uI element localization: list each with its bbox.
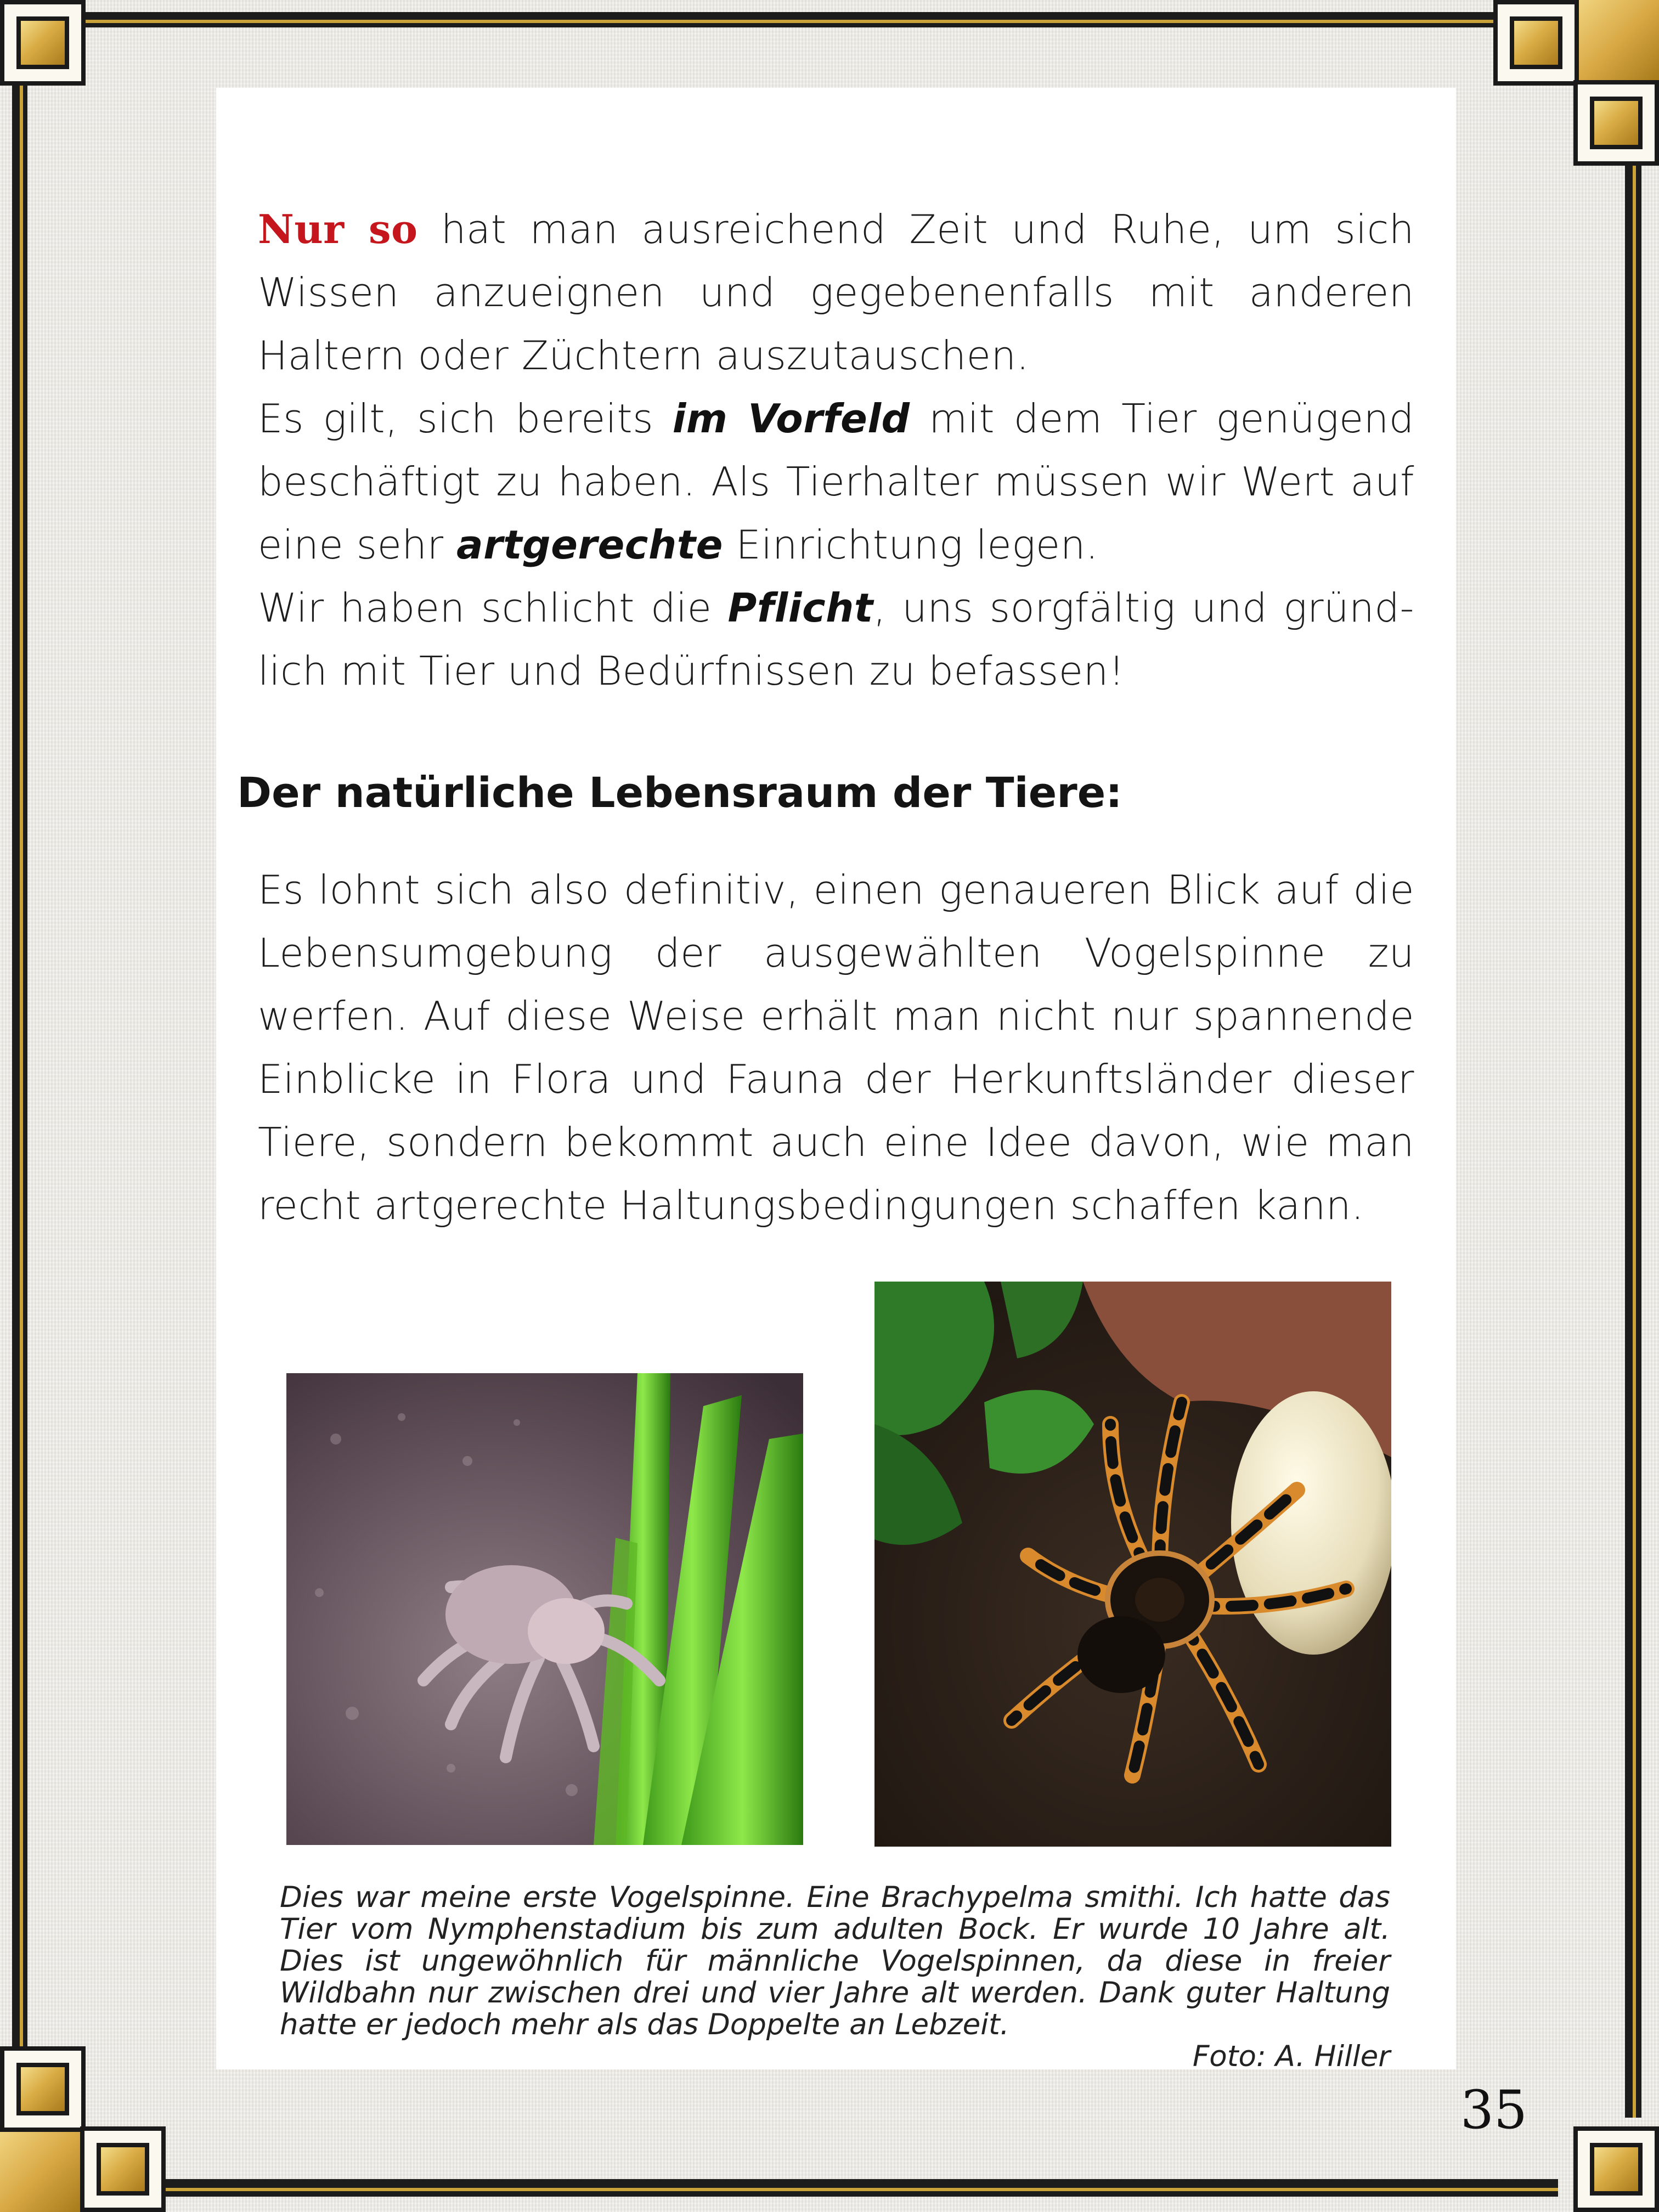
corner-top-right-gold: [1575, 0, 1659, 84]
photo-pale-tarantula-image: [286, 1373, 803, 1845]
frame-left-line-inner: [23, 82, 27, 2046]
corner-top-right-a: [1493, 0, 1579, 86]
corner-bottom-left-b: [80, 2126, 166, 2212]
intro-text-2e: Einrichtung legen.: [723, 522, 1099, 568]
frame-left-line: [12, 82, 20, 2046]
corner-bottom-left-gold: [0, 2128, 84, 2212]
intro-text-2a: Es gilt, sich bereits: [258, 396, 673, 442]
frame-top-line: [71, 12, 1498, 20]
emphasis-vorfeld: im Vorfeld: [672, 396, 910, 442]
corner-top-right-b: [1573, 80, 1659, 166]
photo-pale-tarantula: [286, 1373, 803, 1845]
photo-mexican-redknee-tarantula-image: [874, 1282, 1391, 1847]
intro-text-2c: mit dem Tier genügend beschäftigt zu haben. Als Tierhalter müssen wir Wert auf eine sehr: [258, 396, 1414, 568]
intro-text-3a: Wir haben schlicht die: [258, 585, 728, 631]
emphasis-pflicht: Pflicht: [727, 585, 873, 631]
intro-text-1: hat man ausreichend Zeit und Ruhe, um sich Wissen anzueignen und gegebenenfalls mit anderen Haltern oder Züchtern auszutauschen.: [258, 206, 1415, 379]
body-paragraph: Es lohnt sich also definitiv, einen genaueren Blick auf die Lebensumgebung der ausgewählten Vogelspinne zu werfen. Auf diese Weise erhält man nicht nur spannende Einblicke in Flora und Fauna der Herkunftsländer dieser Tiere, sondern bekommt auch eine Idee davon, wie man recht artgerechte Haltungsbedingungen schaffen kann.: [258, 867, 1414, 1228]
corner-bottom-left-a: [0, 2046, 86, 2132]
page-number: 35: [1460, 2079, 1527, 2141]
frame-bottom-line-outer: [165, 2191, 1558, 2197]
emphasis-artgerechte: artgerechte: [456, 522, 723, 568]
frame-right-line-outer: [1636, 165, 1641, 2118]
corner-bottom-right: [1573, 2126, 1659, 2212]
intro-paragraph: [258, 198, 1414, 703]
corner-top-left: [0, 0, 86, 86]
frame-top-line-inner: [71, 23, 1498, 27]
photo-caption: Dies war meine erste Vogelspinne. Eine Brachypelma smithi. Ich hatte das Tier vom Nymphenstadium bis zum adulten Bock. Er wurde 10 Jahre alt. Dies ist ungewöhnlich für männliche Vogelspinnen, da diese in freier Wildbahn nur zwischen drei und vier Jahre alt werden. Dank guter Haltung hatte er jedoch mehr als das Doppelte an Lebzeit.: [280, 1881, 1390, 2041]
intro-text-3c: , uns sorgfältig und gründ-lich mit Tier und Bedürfnissen zu befassen!: [258, 585, 1414, 694]
frame-bottom-line: [165, 2179, 1558, 2188]
section-heading: Der natürliche Lebensraum der Tiere:: [237, 768, 1122, 817]
photo-mexican-redknee-tarantula: [874, 1282, 1391, 1847]
frame-right-line: [1625, 165, 1633, 2118]
lead-phrase: Nur so: [258, 206, 418, 252]
photo-credit: Foto: A. Hiller: [1192, 2040, 1390, 2073]
